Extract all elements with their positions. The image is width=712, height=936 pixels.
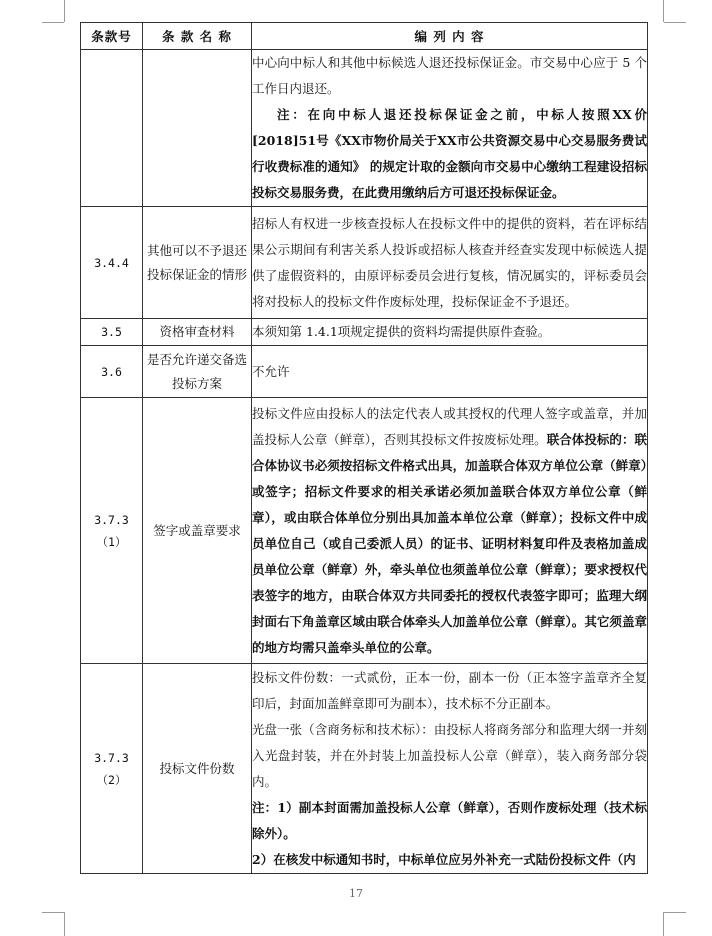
table-row	[81, 398, 648, 664]
clause-name: 投标文件份数	[143, 664, 252, 874]
clause-number-line2: （1）	[96, 534, 127, 549]
clause-number: 3.5	[81, 319, 143, 346]
table-row	[81, 346, 648, 398]
content-segment-bold: 联合体投标的：联合体协议书必须按招标文件格式出具，加盖联合体双方单位公章（鲜章）或签字；招标文件要求的相关承诺必须加盖联合体双方单位公章（鲜章），或由联合体单位分别出具加盖本单位公章（鲜章）；投标文件中成员单位自己（或自己委派人员）的证书、证明材料复印件及表格加盖成员单位公章（鲜章）外，牵头单位也须盖单位公章（鲜章）；要求授权代表签字的地方，由联合体双方共同委托的授权代表签字即可；监理大纲封面右下角盖章区域由联合体牵头人加盖单位公章（鲜章）。其它须盖章的地方均需只盖牵头单位的公章。	[252, 431, 647, 655]
content-note-paragraph: 注：1）副本封面需加盖投标人公章（鲜章），否则作废标处理（技术标除外）。	[252, 799, 647, 841]
clause-content	[252, 346, 648, 398]
clause-name: 签字或盖章要求	[143, 398, 252, 664]
crop-mark-bottom-left-v	[64, 912, 65, 936]
content-paragraph: 不允许	[252, 363, 290, 379]
crop-mark-bottom-left-h	[42, 912, 64, 913]
clause-content	[252, 50, 648, 207]
page-number: 17	[349, 887, 363, 900]
content-paragraph: 中心向中标人和其他中标候选人退还投标保证金。市交易中心应于 5 个工作日内退还。	[252, 55, 647, 96]
header-clause-no: 条款号	[81, 23, 143, 50]
clause-number	[81, 398, 143, 664]
content-note-paragraph: 注：在向中标人退还投标保证金之前，中标人按照XX价[2018]51号《XX市物价局关于XX市公共资源交易中心交易服务费试行收费标准的通知》 的规定计取的金额向市交易中心缴纳工程建设招标投标交易服务费，在此费用缴纳后方可退还投标保证金。	[252, 107, 647, 200]
header-content: 编 列 内 容	[252, 23, 648, 50]
crop-mark-bottom-right-h	[664, 912, 686, 913]
content-segment: 投标文件应由投标人的法定代表人或其授权的代理人签字或盖章，并加盖投标人公章（鲜章），否则其投标文件按废标处理。	[252, 405, 647, 447]
clause-content	[252, 319, 648, 346]
table-row	[81, 207, 648, 319]
table-row	[81, 319, 648, 346]
clause-name: 其他可以不予退还投标保证金的情形	[143, 207, 252, 319]
crop-mark-top-left-v	[64, 0, 65, 22]
crop-mark-top-right-h	[664, 22, 686, 23]
table-header-row	[81, 23, 648, 50]
content-paragraph: 本须知第 1.4.1项规定提供的资料均需提供原件查验。	[252, 324, 551, 339]
clause-number: 3.6	[81, 346, 143, 398]
clause-number: 3.4.4	[81, 207, 143, 319]
header-clause-name: 条 款 名 称	[143, 23, 252, 50]
clause-number-line1: 3.7.3	[94, 750, 129, 765]
clause-content	[252, 207, 648, 319]
clause-name: 资格审查材料	[143, 319, 252, 346]
clause-number	[81, 50, 143, 207]
crop-mark-top-right-v	[663, 0, 664, 22]
clause-number-line2: （2）	[96, 772, 127, 787]
clause-name: 是否允许递交备选投标方案	[143, 346, 252, 398]
clause-number-line1: 3.7.3	[94, 512, 129, 527]
table-row	[81, 664, 648, 874]
data-sheet-table	[80, 22, 648, 874]
clause-name	[143, 50, 252, 207]
crop-mark-bottom-right-v	[663, 912, 664, 936]
crop-mark-top-left-h	[42, 22, 64, 23]
clause-content	[252, 398, 648, 664]
content-paragraph: 光盘一张（含商务标和技术标）：由投标人将商务部分和监理大纲一并刻入光盘封装，并在外封装上加盖投标人公章（鲜章），装入商务部分袋内。	[252, 721, 647, 789]
content-paragraph: 招标人有权进一步核查投标人在投标文件中的提供的资料，若在评标结果公示期间有利害关系人投诉或招标人核查并经查实发现中标候选人提供了虚假资料的，由原评标委员会进行复核，情况属实的，评标委员会将对投标人的投标文件作废标处理，投标保证金不予退还。	[252, 215, 647, 309]
content-paragraph: 投标文件份数：一式贰份，正本一份，副本一份（正本签字盖章齐全复印后，封面加盖鲜章即可为副本），技术标不分正副本。	[252, 669, 647, 711]
clause-content	[252, 664, 648, 874]
content-paragraph	[252, 401, 647, 661]
clause-number	[81, 664, 143, 874]
content-note-paragraph: 2）在核发中标通知书时，中标单位应另外补充一式陆份投标文件（内	[252, 851, 636, 867]
table-row	[81, 50, 648, 207]
